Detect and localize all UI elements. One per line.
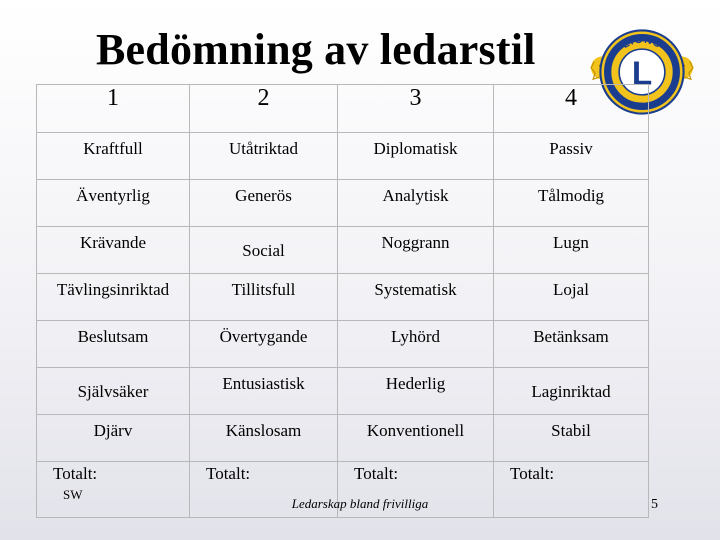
table-cell: Tillitsfull — [190, 274, 338, 321]
header-row — [37, 85, 649, 133]
table-row — [37, 415, 649, 462]
total-label: Totalt: — [206, 464, 251, 483]
table-cell: Tålmodig — [494, 180, 649, 227]
total-label: Totalt: — [354, 464, 399, 483]
table-cell: Lyhörd — [338, 321, 494, 368]
total-label: Totalt: — [53, 464, 98, 483]
logo-top-text: LIONS — [620, 34, 664, 51]
table-cell: Konventionell — [338, 415, 494, 462]
table-row — [37, 227, 649, 274]
table-cell: Systematisk — [338, 274, 494, 321]
table-cell-text: Laginriktad — [531, 382, 611, 401]
table-row — [37, 368, 649, 415]
table-cell: Entusiastisk — [190, 368, 338, 415]
total-cell — [37, 462, 190, 518]
table-row — [37, 321, 649, 368]
slide-title: Bedömning av ledarstil — [96, 25, 536, 74]
leadership-style-table — [36, 84, 649, 518]
table-cell: Diplomatisk — [338, 133, 494, 180]
table-cell: Analytisk — [338, 180, 494, 227]
table-cell: Passiv — [494, 133, 649, 180]
column-header: 4 — [494, 85, 649, 133]
column-header: 3 — [338, 85, 494, 133]
table-cell: Krävande — [37, 227, 190, 274]
table-cell: Generös — [190, 180, 338, 227]
table-cell — [190, 227, 338, 274]
table-row — [37, 180, 649, 227]
table-cell: Utåtriktad — [190, 133, 338, 180]
table-cell: Stabil — [494, 415, 649, 462]
column-header: 1 — [37, 85, 190, 133]
table-cell: Noggrann — [338, 227, 494, 274]
table-cell: Betänksam — [494, 321, 649, 368]
column-header: 2 — [190, 85, 338, 133]
initials: SW — [63, 487, 83, 502]
table-row — [37, 133, 649, 180]
table-cell: Hederlig — [338, 368, 494, 415]
logo-letter: L — [631, 55, 653, 93]
table-row — [37, 274, 649, 321]
table-cell: Djärv — [37, 415, 190, 462]
table-cell: Lojal — [494, 274, 649, 321]
table-cell — [37, 368, 190, 415]
page-number: 5 — [651, 497, 658, 512]
table-cell: Känslosam — [190, 415, 338, 462]
total-label: Totalt: — [510, 464, 555, 483]
table-cell — [494, 368, 649, 415]
table-cell: Beslutsam — [37, 321, 190, 368]
footer-text: Ledarskap bland frivilliga — [291, 496, 429, 511]
table-cell: Lugn — [494, 227, 649, 274]
table-cell: Kraftfull — [37, 133, 190, 180]
table-cell-text: Social — [242, 241, 285, 260]
table-cell-text: Självsäker — [77, 382, 149, 401]
logo-bottom-text: INTERNATIONAL — [617, 95, 667, 111]
total-cell — [494, 462, 649, 518]
table-cell: Tävlingsinriktad — [37, 274, 190, 321]
table-cell: Äventyrlig — [37, 180, 190, 227]
table-cell: Övertygande — [190, 321, 338, 368]
